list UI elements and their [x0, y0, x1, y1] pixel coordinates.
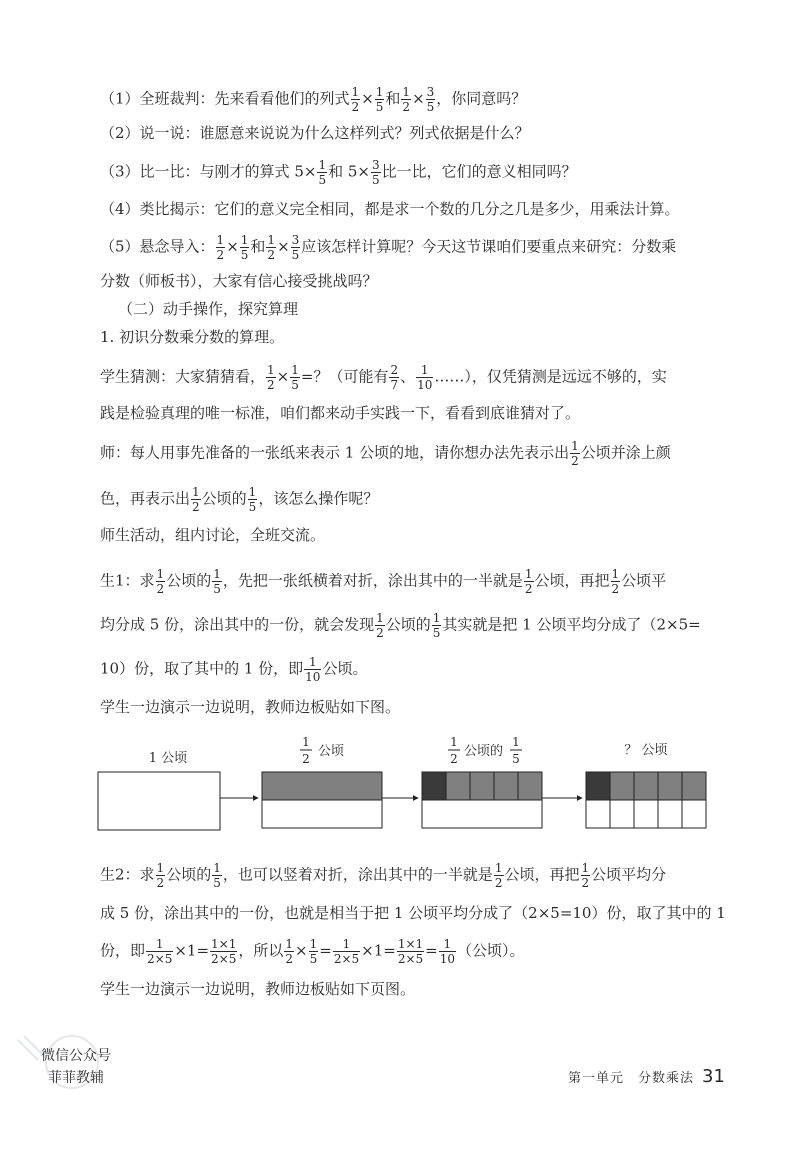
fraction: $\frac{3}{5}$ — [291, 233, 300, 262]
item-5: （5）悬念导入： $\frac{1}{2}$ × $\frac{1}{5}$ 和 $\frac{1}{2}$ × $\frac{3}{5}$ 应该怎样计算呢？今天这节课咱们要重点来研究：分数乘 — [100, 233, 677, 262]
unit-title: 第一单元 分数乘法 — [568, 1071, 695, 1086]
svg-text:菲菲教辅: 菲菲教辅 — [48, 1070, 104, 1086]
paragraph-activity: 师生活动，组内讨论，全班交流。 — [100, 526, 326, 544]
fraction: $\frac{1}{5}$ — [309, 937, 318, 966]
fraction: $\frac{1}{10}$ — [439, 937, 456, 966]
svg-text:5: 5 — [512, 752, 520, 766]
box1-label: 1 公顷 — [148, 751, 188, 766]
fraction: $\frac{3}{5}$ — [426, 85, 435, 114]
section-heading: （二）动手操作，探究算理 — [118, 300, 299, 318]
fraction: $\frac{3}{5}$ — [371, 158, 380, 187]
fraction: $\frac{1}{10}$ — [305, 655, 321, 684]
item-1: （1）全班裁判：先来看看他们的列式 $\frac{1}{2}$ × $\frac{1}{5}$ 和 $\frac{1}{2}$ × $\frac{3}{5}$ ，你同意吗？ — [100, 85, 527, 114]
fraction: $\frac{1}{5}$ — [318, 158, 327, 187]
fraction: $\frac{1}{5}$ — [240, 233, 249, 262]
page-footer — [568, 1066, 725, 1087]
fraction: $\frac{1}{2\times 5}$ — [333, 937, 360, 966]
fraction-diagram — [90, 728, 730, 840]
fraction: $\frac{1}{5}$ — [291, 363, 299, 392]
item-3: （3）比一比：与刚才的算式 5× $\frac{1}{5}$ 和 5× $\frac{3}{5}$ 比一比，它们的意义相同吗？ — [100, 158, 577, 187]
svg-text:2: 2 — [450, 752, 458, 766]
fraction: $\frac{1}{2}$ — [402, 85, 411, 114]
fraction: $\frac{1}{2}$ — [156, 567, 165, 596]
fraction: $\frac{1}{2}$ — [216, 233, 225, 262]
item-5-cont: 分数（师板书），大家有信心接受挑战吗？ — [100, 272, 378, 290]
paragraph-student2-formula: 份，即 $\frac{1}{2\times 5}$ ×1= $\frac{1\times 1}{2\times 5}$ ，所以 $\frac{1}{2}$ × $\frac{1}{5}$ = $\frac{1}{2\times 5}$ ×1= $\frac{1\times 1}{2\times 5}$ = $\frac{1}{10}$ （公顷）。 — [100, 937, 525, 966]
fraction: $\frac{1\times 1}{2\times 5}$ — [397, 937, 424, 966]
paragraph-student2-cont: 成 5 份，涂出其中的一份，也就是相当于把 1 公顷平均分成了（2×5=10）份，取了其中的 1 — [100, 904, 726, 922]
paragraph-teacher-cont: 色，再表示出 $\frac{1}{2}$ 公顷的 $\frac{1}{5}$ ，该怎么操作呢？ — [100, 485, 379, 514]
fraction: $\frac{1}{5}$ — [432, 611, 441, 640]
fraction: $\frac{1}{10}$ — [417, 363, 433, 392]
paragraph-student1-cont: 均分成 5 份，涂出其中的一份，就会发现 $\frac{1}{2}$ 公顷的 $\frac{1}{5}$ 其实就是把 1 公顷平均分成了（2×5= — [100, 611, 701, 640]
paragraph-demo: 学生一边演示一边说明，教师边板贴如下图。 — [100, 698, 401, 716]
paragraph-teacher: 师：每人用事先准备的一张纸来表示 1 公顷的地，请你想办法先表示出 $\frac{1}{2}$ 公顷并涂上颜 — [100, 439, 671, 468]
fraction: $\frac{1}{2}$ — [376, 611, 384, 640]
svg-text:1: 1 — [512, 735, 520, 749]
paragraph-demo-next: 学生一边演示一边说明，教师边板贴如下页图。 — [100, 980, 416, 998]
paragraph-student1: 生1：求 $\frac{1}{2}$ 公顷的 $\frac{1}{5}$ ，先把一张纸横着对折，涂出其中的一半就是 $\frac{1}{2}$ 公顷，再把 $\frac{1}{2}$ 公顷平 — [100, 567, 667, 596]
item-4: （4）类比揭示：它们的意义完全相同，都是求一个数的几分之几是多少，用乘法计算。 — [100, 200, 680, 218]
paragraph-guess: 学生猜测：大家猜猜看， $\frac{1}{2}$ × $\frac{1}{5}$ =？（可能有 $\frac{2}{7}$ 、 $\frac{1}{10}$ ……），仅凭猜测是远远不够的，实 — [100, 363, 667, 392]
box-half-shaded — [262, 772, 382, 800]
fraction: $\frac{1}{2}$ — [267, 363, 275, 392]
box-grid-tenths — [586, 772, 706, 828]
fraction: $\frac{1}{2\times 5}$ — [147, 937, 173, 966]
svg-text:公顷的: 公顷的 — [464, 744, 504, 759]
svg-text:公顷: 公顷 — [318, 744, 345, 759]
item-2: （2）说一说：谁愿意来说说为什么这样列式？列式依据是什么？ — [100, 124, 530, 142]
fraction: $\frac{1}{2}$ — [524, 567, 533, 596]
svg-text:2: 2 — [302, 752, 310, 766]
svg-text:微信公众号: 微信公众号 — [41, 1048, 111, 1064]
fraction: $\frac{2}{7}$ — [390, 363, 399, 392]
box-half-blank — [262, 800, 382, 828]
fraction: $\frac{1}{5}$ — [248, 485, 257, 514]
fraction: $\frac{1}{2}$ — [571, 439, 579, 468]
box-whole — [98, 772, 220, 830]
paragraph-student2: 生2：求 $\frac{1}{2}$ 公顷的 $\frac{1}{5}$ ，也可以竖着对折，涂出其中的一半就是 $\frac{1}{2}$ 公顷，再把 $\frac{1}{2}$ 公顷平均分 — [100, 861, 667, 890]
fraction: $\frac{1}{2}$ — [351, 85, 360, 114]
box4-label: ？ 公顷 — [624, 743, 668, 758]
fraction: $\frac{1}{5}$ — [375, 85, 384, 114]
paragraph-guess-cont: 践是检验真理的唯一标准，咱们都来动手实践一下，看看到底谁猜对了。 — [100, 404, 581, 422]
fraction: $\frac{1}{2}$ — [192, 485, 200, 514]
fraction: $\frac{1}{2}$ — [494, 861, 503, 890]
fraction: $\frac{1\times 1}{2\times 5}$ — [211, 937, 237, 966]
box-half-of-fifth — [422, 772, 542, 828]
fraction: $\frac{1}{5}$ — [213, 567, 221, 596]
watermark — [10, 1032, 130, 1102]
fraction: $\frac{1}{2}$ — [285, 937, 294, 966]
box2-label — [300, 735, 344, 766]
fraction: $\frac{1}{2}$ — [156, 861, 165, 890]
fraction: $\frac{1}{2}$ — [581, 861, 590, 890]
sub-heading: 1. 初识分数乘分数的算理。 — [100, 328, 285, 346]
fraction: $\frac{1}{2}$ — [611, 567, 620, 596]
svg-text:1: 1 — [302, 735, 310, 749]
paragraph-student1-end: 10）份，取了其中的 1 份，即 $\frac{1}{10}$ 公顷。 — [100, 655, 368, 684]
page-number: 31 — [702, 1066, 725, 1087]
fraction: $\frac{1}{2}$ — [267, 233, 276, 262]
box3-label — [448, 735, 522, 766]
svg-text:1: 1 — [450, 735, 458, 749]
fraction: $\frac{1}{5}$ — [213, 861, 221, 890]
